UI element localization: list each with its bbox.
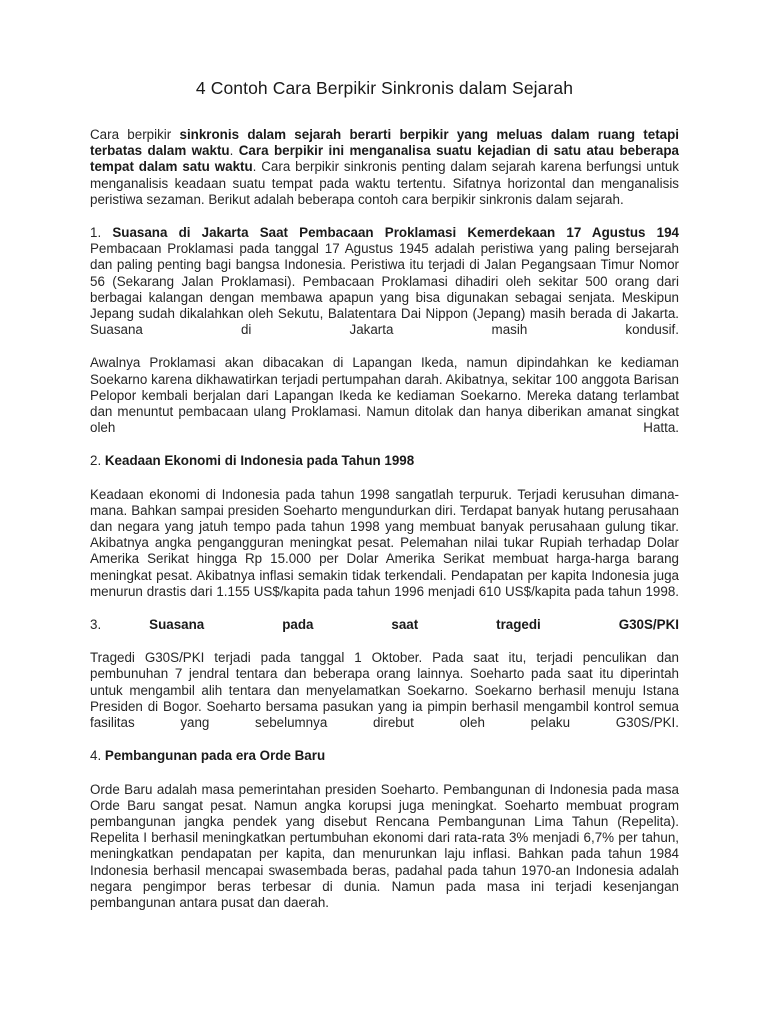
section-3-title-word: G30S/PKI: [618, 617, 679, 633]
section-2-number: 2.: [90, 453, 105, 469]
section-3-heading: [90, 617, 679, 633]
intro-text-3: . Cara berpikir sinkronis penting dalam sejarah karena berfungsi untuk menganalisis keadaan suatu tempat pada waktu tertentu. Sifatnya horizontal dan menganalisis peristiwa sezaman. Berikut adalah beberapa contoh cara berpikir sinkronis dalam sejarah.: [90, 159, 680, 207]
section-1-heading: [90, 225, 679, 241]
intro-text-2: .: [229, 143, 239, 159]
section-4-number: 4.: [90, 748, 105, 764]
section-3-number: 3.: [90, 617, 102, 633]
section-1-paragraph-2: Awalnya Proklamasi akan dibacakan di Lapangan Ikeda, namun dipindahkan ke kediaman Soekarno karena dikhawatirkan terjadi pertumpahan darah. Akibatnya, sekitar 100 anggota Barisan Pelopor kembali berjalan dari Lapangan Ikeda ke kediaman Soekarno. Mereka datang terlambat dan menuntut pembacaan ulang Proklamasi. Namun ditolak dan hanya diberikan amanat singkat oleh Hatta.: [90, 355, 679, 436]
section-3-title-word: tragedi: [496, 617, 541, 633]
section-1-title: Suasana di Jakarta Saat Pembacaan Proklamasi Kemerdekaan 17 Agustus 194: [112, 225, 680, 241]
section-3-title-word: pada: [282, 617, 314, 633]
section-3-title: [101, 617, 679, 633]
section-4-paragraph-1: Orde Baru adalah masa pemerintahan presiden Soeharto. Pembangunan di Indonesia pada masa Orde Baru sangat pesat. Namun angka korupsi juga meningkat. Soeharto membuat program pembangunan jangka pendek yang disebut Rencana Pembangunan Lima Tahun (Repelita). Repelita I berhasil meningkatkan pertumbuhan ekonomi dari rata-rata 3% menjadi 6,7% per tahun, meningkatkan pendapatan per kapita, dan menurunkan laju inflasi. Bahkan pada tahun 1984 Indonesia berhasil mencapai swasembada beras, padahal pada tahun 1970-an Indonesia adalah negara pengimpor beras terbesar di dunia. Namun pada masa ini terjadi kesenjangan pembangunan antara pusat dan daerah.: [90, 781, 679, 910]
section-2-paragraph-1: Keadaan ekonomi di Indonesia pada tahun 1998 sangatlah terpuruk. Terjadi kerusuhan dimana-mana. Bahkan sampai presiden Soeharto mengundurkan diri. Terdapat banyak hutang perusahaan dan negara yang jatuh tempo pada tahun 1998 yang membuat banyak perusahaan gulung tikar. Akibatnya angka pengangguran meningkat pesat. Pelemahan nilai tukar Rupiah terhadap Dolar Amerika Serikat hingga Rp 15.000 per Dolar Amerika Serikat membuat harga-harga barang meningkat pesat. Akibatnya inflasi semakin tidak terkendali. Pendapatan per kapita Indonesia juga menurun drastis dari 1.155 US$/kapita pada tahun 1996 menjadi 610 US$/kapita pada tahun 1998.: [90, 486, 679, 599]
intro-bold-1: sinkronis dalam sejarah berarti berpikir yang meluas dalam ruang tetapi terbatas dalam waktu: [90, 127, 679, 159]
section-3-title-word: saat: [391, 617, 419, 633]
section-2-title: Keadaan Ekonomi di Indonesia pada Tahun 1998: [104, 453, 415, 469]
intro-text-1: Cara berpikir: [90, 127, 180, 142]
section-4-title: Pembangunan pada era Orde Baru: [104, 748, 326, 764]
section-1-paragraph-1: Pembacaan Proklamasi pada tanggal 17 Agustus 1945 adalah peristiwa yang paling bersejarah dan paling penting bagi bangsa Indonesia. Peristiwa itu terjadi di Jalan Pegangsaan Timur Nomor 56 (Sekarang Jalan Proklamasi). Pembacaan Proklamasi dihadiri oleh sekitar 500 orang dari berbagai kalangan dengan membawa apapun yang bisa digunakan sebagai senjata. Meskipun Jepang sudah dikalahkan oleh Sekutu, Balatentara Dai Nippon (Jepang) masih berada di Jakarta. Suasana di Jakarta masih kondusif.: [90, 241, 679, 338]
page-title: 4 Contoh Cara Berpikir Sinkronis dalam Sejarah: [195, 78, 574, 98]
section-3-paragraph-1: Tragedi G30S/PKI terjadi pada tanggal 1 Oktober. Pada saat itu, terjadi penculikan dan pembunuhan 7 jendral tentara dan beberapa orang lainnya. Soeharto pada saat itu diperintah untuk mengambil alih tentara dan menyelamatkan Soekarno. Soekarno berhasil menuju Istana Presiden di Bogor. Soeharto bersama pasukan yang ia pimpin berhasil mengambil kontrol semua fasilitas yang sebelumnya direbut oleh pelaku G30S/PKI.: [90, 650, 679, 731]
section-3-title-word: Suasana: [149, 617, 205, 633]
intro-bold-2: Cara berpikir ini menganalisa suatu kejadian di satu atau beberapa tempat dalam satu waktu: [90, 143, 679, 175]
section-1-number: 1.: [90, 225, 113, 241]
section-4-heading: [90, 748, 679, 764]
intro-paragraph: [90, 127, 679, 208]
section-2-heading: [90, 453, 679, 469]
